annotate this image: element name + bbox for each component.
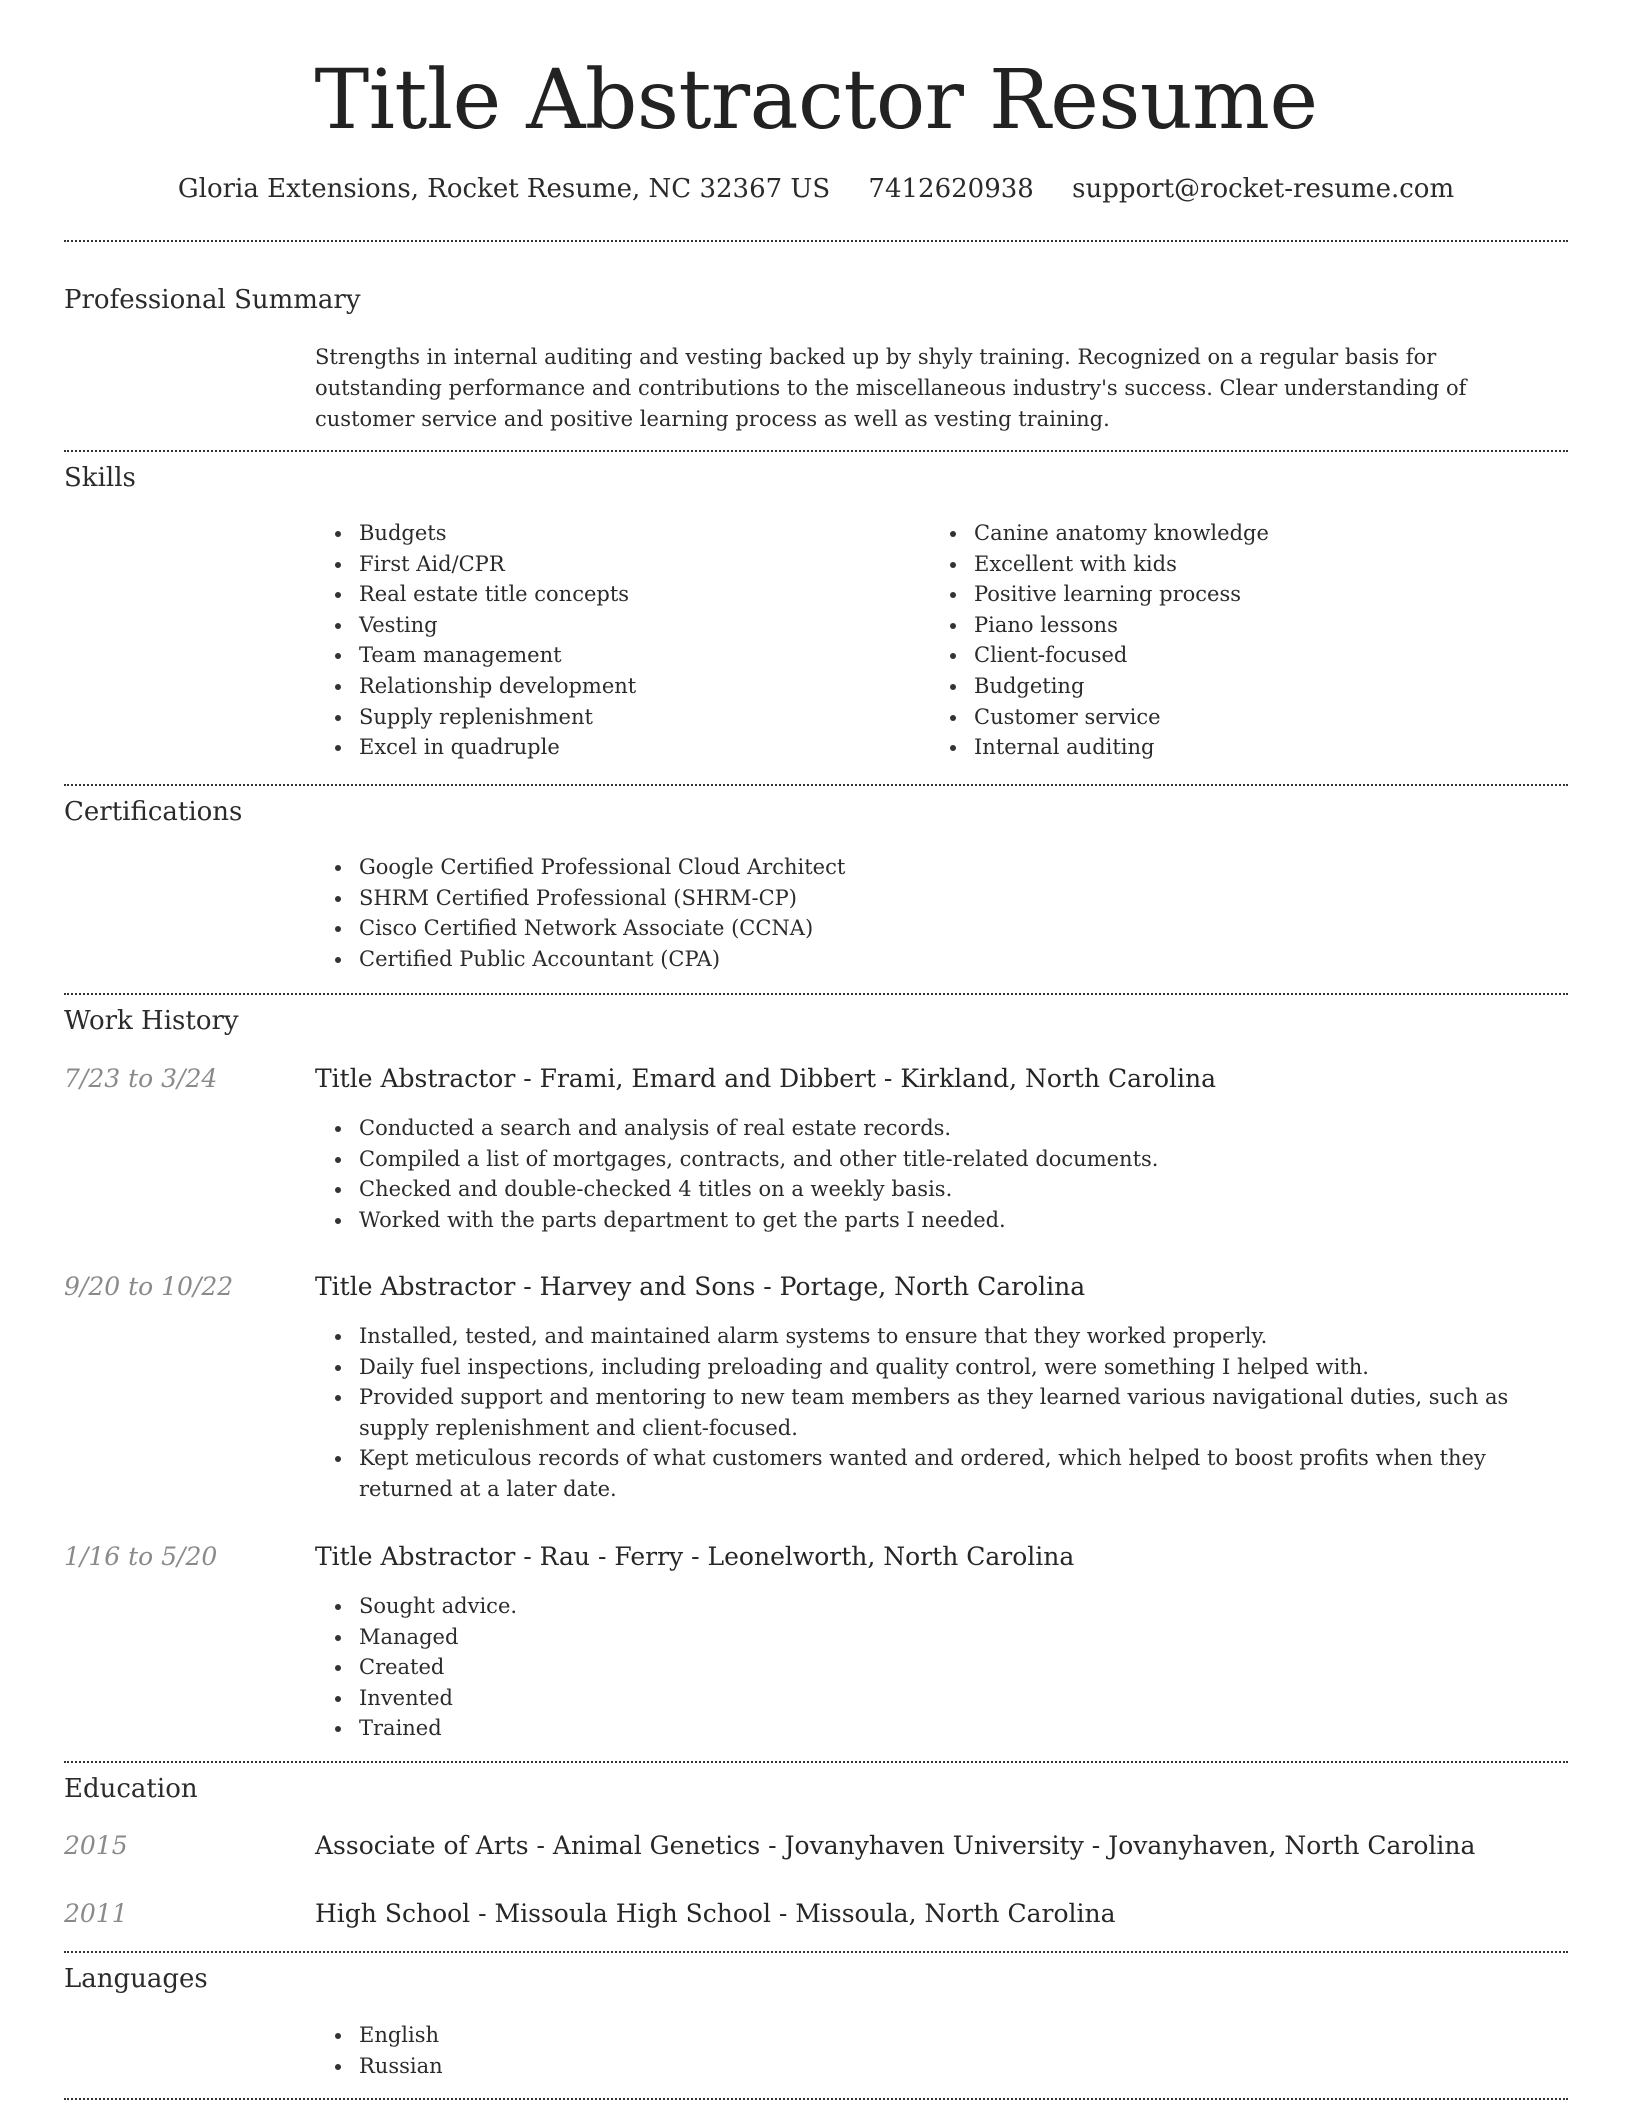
job-bullet: Provided support and mentoring to new team members as they learned various navigational duties, such as supply replenishment and client-focused. xyxy=(315,1382,1565,1443)
certification-item: Cisco Certified Network Associate (CCNA) xyxy=(315,913,1515,944)
skill-item: Customer service xyxy=(930,702,1490,733)
job-dates: 9/20 to 10/22 xyxy=(64,1272,234,1301)
skill-item: Supply replenishment xyxy=(315,702,875,733)
section-divider xyxy=(64,784,1568,786)
job-bullet: Created xyxy=(315,1652,1565,1683)
job-title: Title Abstractor - Harvey and Sons - Portage, North Carolina xyxy=(315,1272,1086,1301)
job-bullet: Invented xyxy=(315,1683,1565,1714)
work-heading: Work History xyxy=(64,1006,239,1036)
job-bullet: Managed xyxy=(315,1622,1565,1653)
section-divider xyxy=(64,1951,1568,1953)
language-item: Russian xyxy=(315,2051,915,2082)
job-bullet: Sought advice. xyxy=(315,1591,1565,1622)
skill-item: Positive learning process xyxy=(930,579,1490,610)
section-divider xyxy=(64,450,1568,452)
skill-item: Vesting xyxy=(315,610,875,641)
job-dates: 1/16 to 5/20 xyxy=(64,1542,218,1571)
job-bullet: Compiled a list of mortgages, contracts, and other title-related documents. xyxy=(315,1144,1565,1175)
education-heading: Education xyxy=(64,1774,198,1804)
job-bullet: Checked and double-checked 4 titles on a weekly basis. xyxy=(315,1174,1565,1205)
skill-item: Canine anatomy knowledge xyxy=(930,518,1490,549)
contact-address: Gloria Extensions, Rocket Resume, NC 32367 US xyxy=(177,174,831,204)
job-title: Title Abstractor - Frami, Emard and Dibbert - Kirkland, North Carolina xyxy=(315,1064,1217,1093)
job-bullet: Trained xyxy=(315,1713,1565,1744)
job-bullet: Worked with the parts department to get the parts I needed. xyxy=(315,1205,1565,1236)
certifications-list xyxy=(315,852,1515,974)
certification-item: Google Certified Professional Cloud Architect xyxy=(315,852,1515,883)
page-title: Title Abstractor Resume xyxy=(314,53,1318,148)
skills-heading: Skills xyxy=(64,463,136,493)
certifications-heading: Certifications xyxy=(64,797,243,827)
job-bullet: Conducted a search and analysis of real estate records. xyxy=(315,1113,1565,1144)
summary-heading: Professional Summary xyxy=(64,285,361,315)
job-title: Title Abstractor - Rau - Ferry - Leonelworth, North Carolina xyxy=(315,1542,1075,1571)
skill-item: Budgets xyxy=(315,518,875,549)
certification-item: SHRM Certified Professional (SHRM-CP) xyxy=(315,883,1515,914)
skill-item: Excellent with kids xyxy=(930,549,1490,580)
education-year: 2011 xyxy=(64,1899,128,1928)
language-item: English xyxy=(315,2020,915,2051)
skills-list-right xyxy=(930,518,1490,763)
summary-text: Strengths in internal auditing and vesting backed up by shyly training. Recognized on a regular basis for outstanding performance and contributions to the miscellaneous industry's success. Clear understanding of customer service and positive learning process as well as vesting training. xyxy=(315,345,1467,431)
job-bullets xyxy=(315,1591,1565,1744)
contact-line xyxy=(0,172,1632,206)
contact-email: support@rocket-resume.com xyxy=(1072,174,1455,204)
certification-item: Certified Public Accountant (CPA) xyxy=(315,944,1515,975)
job-bullet: Installed, tested, and maintained alarm systems to ensure that they worked properly. xyxy=(315,1321,1565,1352)
section-divider xyxy=(64,2098,1568,2100)
languages-list xyxy=(315,2020,915,2081)
job-dates: 7/23 to 3/24 xyxy=(64,1064,218,1093)
skill-item: Team management xyxy=(315,640,875,671)
skill-item: First Aid/CPR xyxy=(315,549,875,580)
section-divider xyxy=(64,993,1568,995)
skill-item: Excel in quadruple xyxy=(315,732,875,763)
job-bullets xyxy=(315,1113,1565,1235)
skill-item: Budgeting xyxy=(930,671,1490,702)
job-bullet: Kept meticulous records of what customers wanted and ordered, which helped to boost profits when they returned at a later date. xyxy=(315,1443,1565,1504)
skills-list-left xyxy=(315,518,875,763)
skill-item: Relationship development xyxy=(315,671,875,702)
job-bullet: Daily fuel inspections, including preloading and quality control, were something I helped with. xyxy=(315,1352,1565,1383)
skill-item: Internal auditing xyxy=(930,732,1490,763)
section-divider xyxy=(64,1761,1568,1763)
skill-item: Real estate title concepts xyxy=(315,579,875,610)
education-year: 2015 xyxy=(64,1831,128,1860)
education-degree: High School - Missoula High School - Missoula, North Carolina xyxy=(315,1899,1116,1928)
contact-phone: 7412620938 xyxy=(868,174,1034,204)
section-divider xyxy=(64,240,1568,242)
education-degree: Associate of Arts - Animal Genetics - Jovanyhaven University - Jovanyhaven, North Carolina xyxy=(315,1831,1476,1860)
languages-heading: Languages xyxy=(64,1964,208,1994)
skill-item: Piano lessons xyxy=(930,610,1490,641)
skill-item: Client-focused xyxy=(930,640,1490,671)
job-bullets xyxy=(315,1321,1565,1505)
